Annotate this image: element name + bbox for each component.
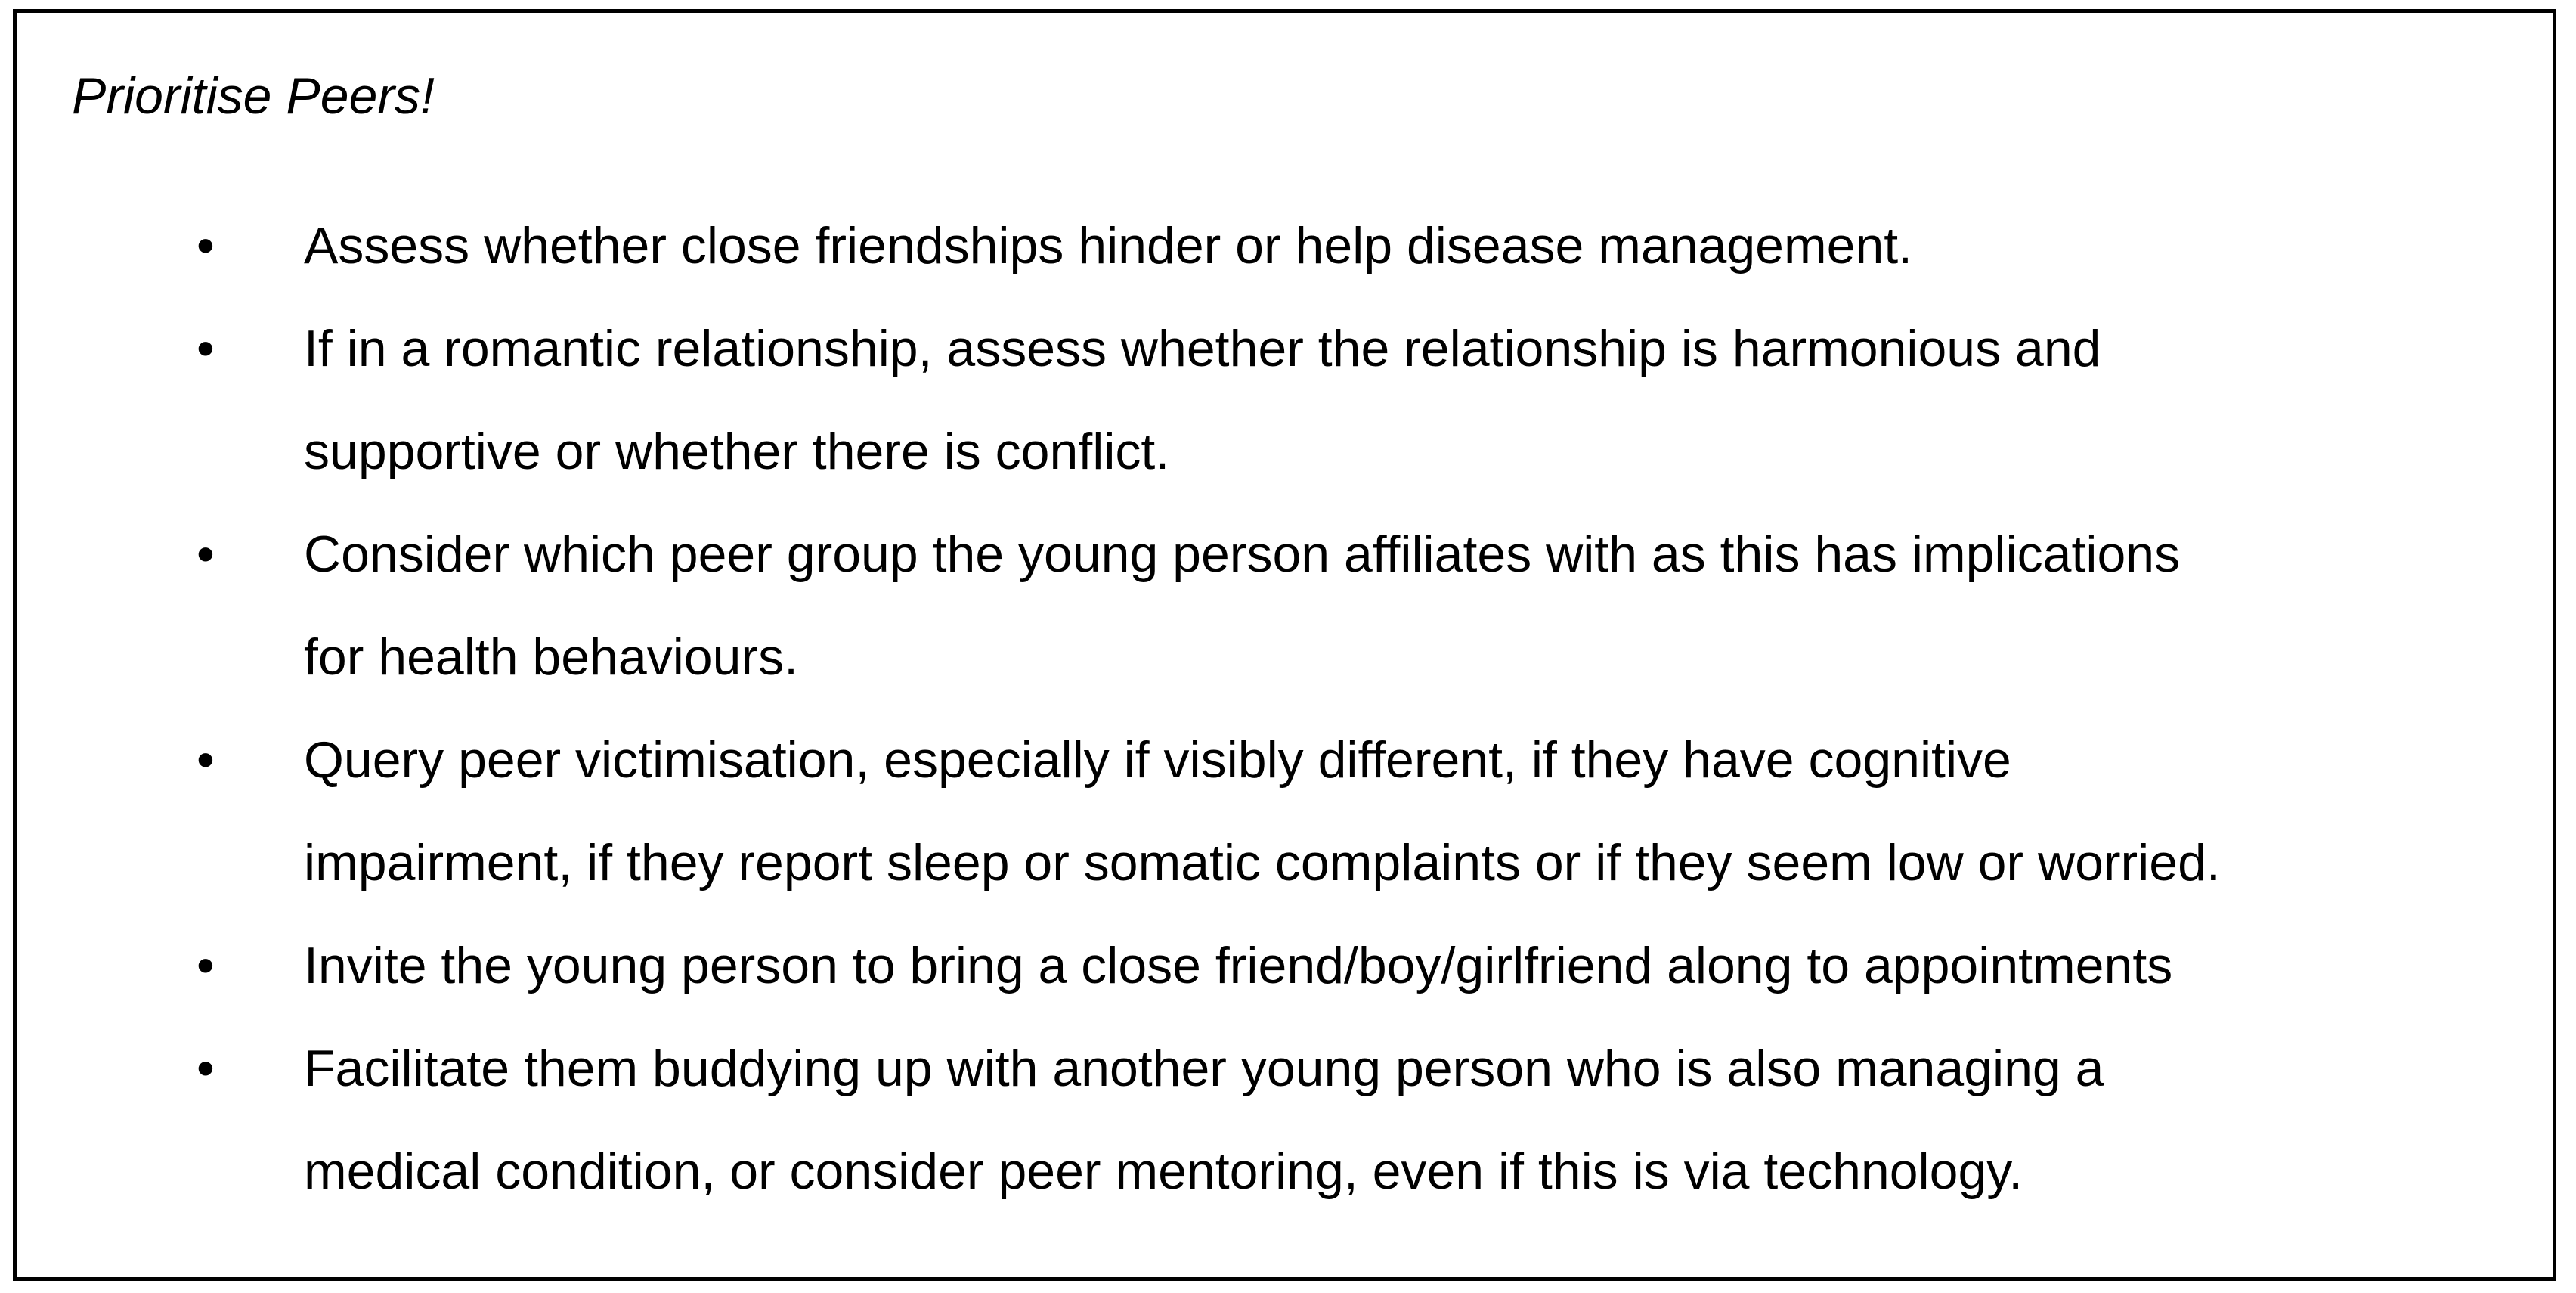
- bullet-dot: •: [197, 526, 215, 583]
- bullet-line: for health behaviours.: [304, 628, 798, 686]
- bullet-item: [17, 1017, 2560, 1223]
- bullet-line: Invite the young person to bring a close friend/boy/girlfriend along to appointments: [304, 937, 2173, 994]
- bullet-line: Query peer victimisation, especially if visibly different, if they have cognitive: [304, 731, 2011, 789]
- bullet-item: [17, 194, 2560, 297]
- bullet-line: supportive or whether there is conflict.: [304, 423, 1170, 480]
- bullet-item: [17, 503, 2560, 709]
- bullet-line: medical condition, or consider peer mentoring, even if this is via technology.: [304, 1143, 2023, 1200]
- text-box: [13, 9, 2556, 1281]
- bullet-list: [17, 194, 2560, 1223]
- bullet-line: Consider which peer group the young person affiliates with as this has implications: [304, 526, 2181, 583]
- bullet-line: Facilitate them buddying up with another young person who is also managing a: [304, 1040, 2104, 1097]
- bullet-line: If in a romantic relationship, assess whether the relationship is harmonious and: [304, 320, 2101, 377]
- bullet-line: Assess whether close friendships hinder or help disease management.: [304, 217, 1913, 274]
- bullet-dot: •: [197, 937, 215, 994]
- bullet-item: [17, 297, 2560, 503]
- bullet-dot: •: [197, 320, 215, 377]
- bullet-dot: •: [197, 731, 215, 789]
- bullet-dot: •: [197, 1040, 215, 1097]
- bullet-item: [17, 709, 2560, 914]
- bullet-item: [17, 914, 2560, 1017]
- bullet-dot: •: [197, 217, 215, 274]
- box-title: Prioritise Peers!: [72, 67, 435, 125]
- bullet-line: impairment, if they report sleep or somatic complaints or if they seem low or worried.: [304, 834, 2221, 891]
